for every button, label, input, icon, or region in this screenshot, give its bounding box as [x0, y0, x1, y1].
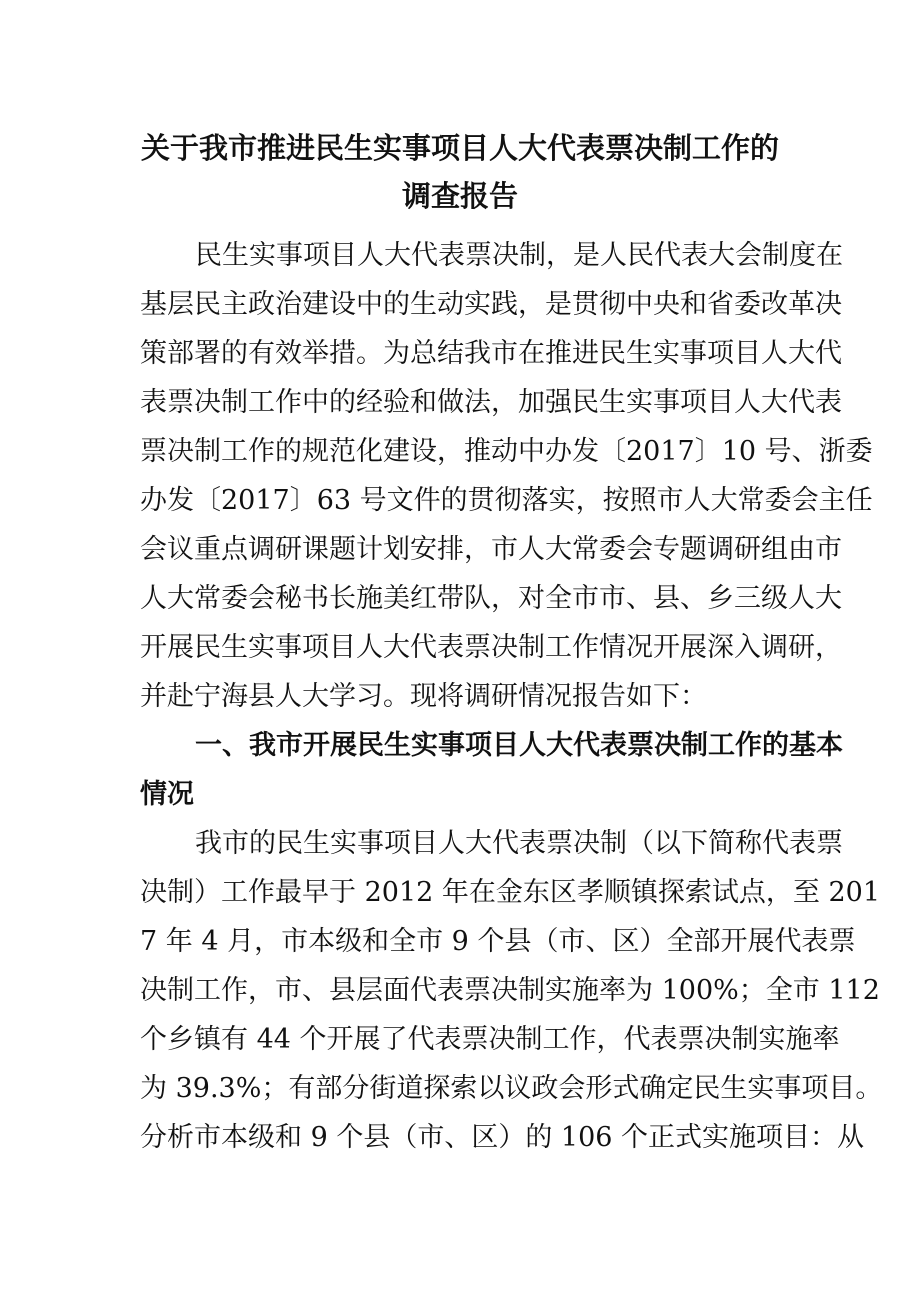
paragraph-1-line-6: 办发〔2017〕63 号文件的贯彻落实，按照市人大常委会主任 — [140, 485, 873, 516]
paragraph-2-line-5: 个乡镇有 44 个开展了代表票决制工作，代表票决制实施率 — [140, 1024, 840, 1055]
document-title-line-1: 关于我市推进民生实事项目人大代表票决制工作的 — [140, 131, 779, 165]
paragraph-2-line-6: 为 39.3%；有部分街道探索以议政会形式确定民生实事项目。 — [140, 1073, 883, 1104]
paragraph-2-line-2: 决制）工作最早于 2012 年在金东区孝顺镇探索试点，至 201 — [140, 877, 880, 908]
paragraph-1-line-5: 票决制工作的规范化建设，推动中办发〔2017〕10 号、浙委 — [140, 436, 873, 467]
paragraph-1-line-8: 人大常委会秘书长施美红带队，对全市市、县、乡三级人大 — [140, 583, 842, 614]
document-title-line-2: 调查报告 — [401, 179, 518, 213]
section-1-heading-line-2: 情况 — [140, 779, 194, 810]
paragraph-2-line-3: 7 年 4 月，市本级和全市 9 个县（市、区）全部开展代表票 — [140, 926, 856, 957]
paragraph-1-line-3: 策部署的有效举措。为总结我市在推进民生实事项目人大代 — [140, 338, 842, 369]
paragraph-1-line-1: 民生实事项目人大代表票决制，是人民代表大会制度在 — [195, 240, 843, 271]
section-1-heading-line-1: 一、我市开展民生实事项目人大代表票决制工作的基本 — [195, 730, 843, 761]
paragraph-2-line-4: 决制工作，市、县层面代表票决制实施率为 100%；全市 112 — [140, 975, 880, 1006]
paragraph-1-line-10: 并赴宁海县人大学习。现将调研情况报告如下： — [140, 681, 707, 712]
paragraph-1-line-9: 开展民生实事项目人大代表票决制工作情况开展深入调研， — [140, 632, 842, 663]
paragraph-2-line-1: 我市的民生实事项目人大代表票决制（以下简称代表票 — [195, 828, 843, 859]
paragraph-1-line-2: 基层民主政治建设中的生动实践，是贯彻中央和省委改革决 — [140, 289, 842, 320]
paragraph-1-line-4: 表票决制工作中的经验和做法，加强民生实事项目人大代表 — [140, 387, 842, 418]
paragraph-2-line-7: 分析市本级和 9 个县（市、区）的 106 个正式实施项目：从 — [140, 1122, 865, 1153]
paragraph-1-line-7: 会议重点调研课题计划安排，市人大常委会专题调研组由市 — [140, 534, 842, 565]
